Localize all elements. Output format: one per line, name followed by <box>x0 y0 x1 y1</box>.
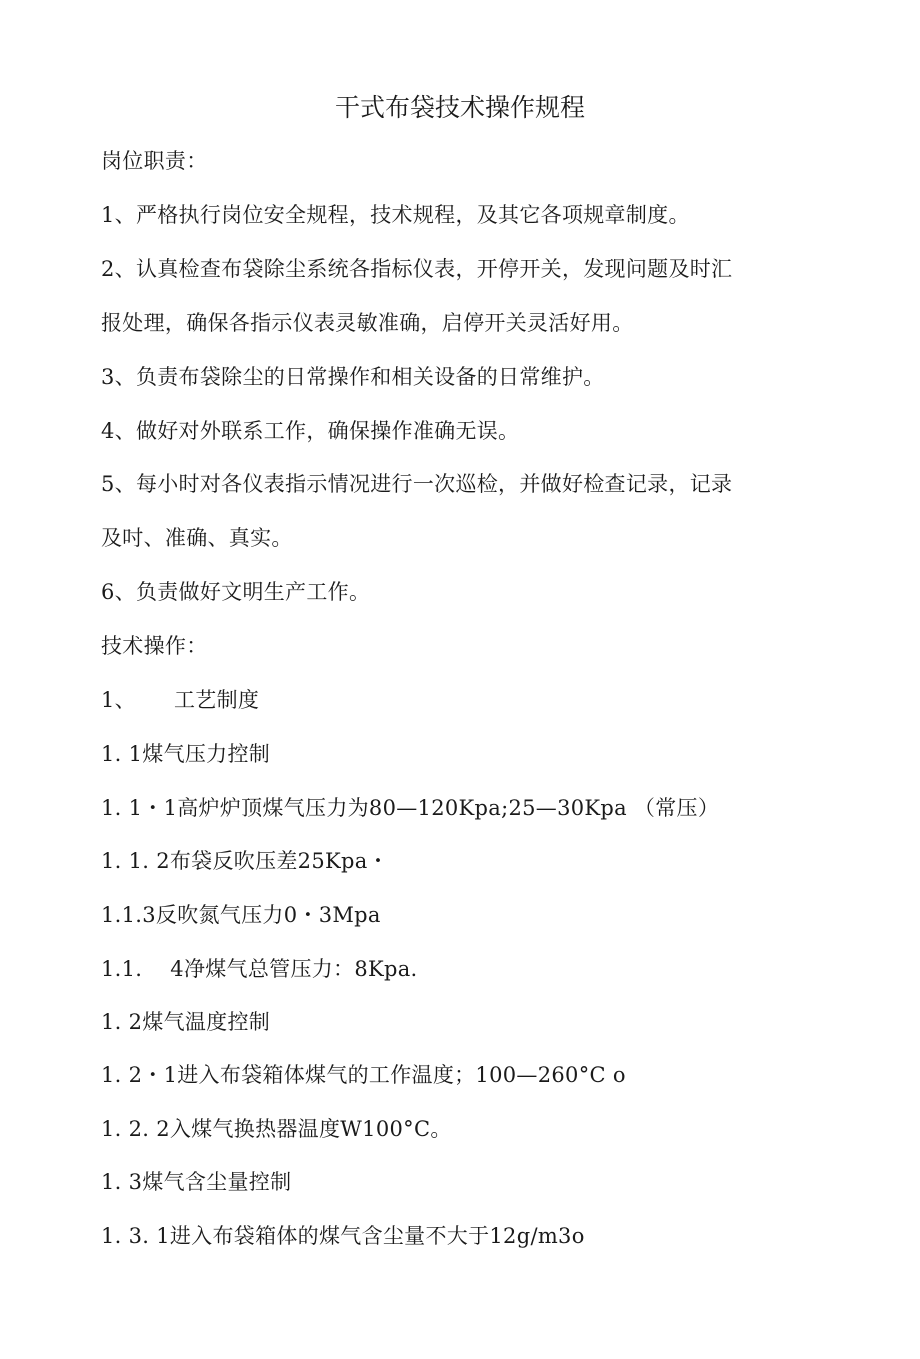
paragraph-duty-1: 1、严格执行岗位安全规程，技术规程，及其它各项规章制度。 <box>101 203 690 227</box>
paragraph-duty-5-cont: 及吋、准确、真实。 <box>101 526 293 550</box>
subsection-heading-process <box>101 684 259 716</box>
item-text: 4净煤气总管压力：8Kpa. <box>170 957 418 981</box>
item-number: 1.1. <box>101 957 143 981</box>
item-1-3-1: 1. 3. 1进入布袋箱体的煤气含尘量不大于12g/m3o <box>101 1224 585 1248</box>
item-1-2-1: 1. 2・1进入布袋箱体煤气的工作温度；100—260°C o <box>101 1063 626 1087</box>
item-1-2: 1. 2煤气温度控制 <box>101 1010 271 1034</box>
item-1-1-4 <box>101 953 418 985</box>
item-1-3: 1. 3煤气含尘量控制 <box>101 1170 292 1194</box>
item-1-2-2: 1. 2. 2入煤气换热器温度W100°C。 <box>101 1117 452 1141</box>
item-1-1-3: 1.1.3反吹氮气压力0・3Mpa <box>101 903 381 927</box>
section-heading-operation: 技术操作： <box>101 634 208 658</box>
item-1-1-2: 1. 1. 2布袋反吹压差25Kpa・ <box>101 849 389 873</box>
paragraph-duty-3: 3、负责布袋除尘的日常操作和相关设备的日常维护。 <box>101 365 605 389</box>
item-1-1-1: 1. 1・1高炉炉顶煤气压力为80—120Kpa;25—30Kpa （常压） <box>101 796 720 820</box>
item-1-1: 1. 1煤气压力控制 <box>101 742 271 766</box>
paragraph-duty-2: 2、认真检查布袋除尘系统各指标仪表，开停开关，发现问题及时汇 <box>101 257 733 281</box>
subsection-number: 1、 <box>101 688 136 712</box>
subsection-title: 工艺制度 <box>173 688 260 712</box>
paragraph-duty-5: 5、每小时对各仪表指示情况进行一次巡检，并做好检查记录，记录 <box>101 472 733 496</box>
paragraph-duty-4: 4、做好对外联系工作，确保操作准确无误。 <box>101 419 520 443</box>
paragraph-duty-6: 6、负责做好文明生产工作。 <box>101 580 371 604</box>
section-heading-duties: 岗位职责： <box>101 149 208 173</box>
paragraph-duty-2-cont: 报处理，确保各指示仪表灵敏准确，启停开关灵活好用。 <box>101 311 634 335</box>
document-title: 干式布袋技术操作规程 <box>334 93 585 122</box>
